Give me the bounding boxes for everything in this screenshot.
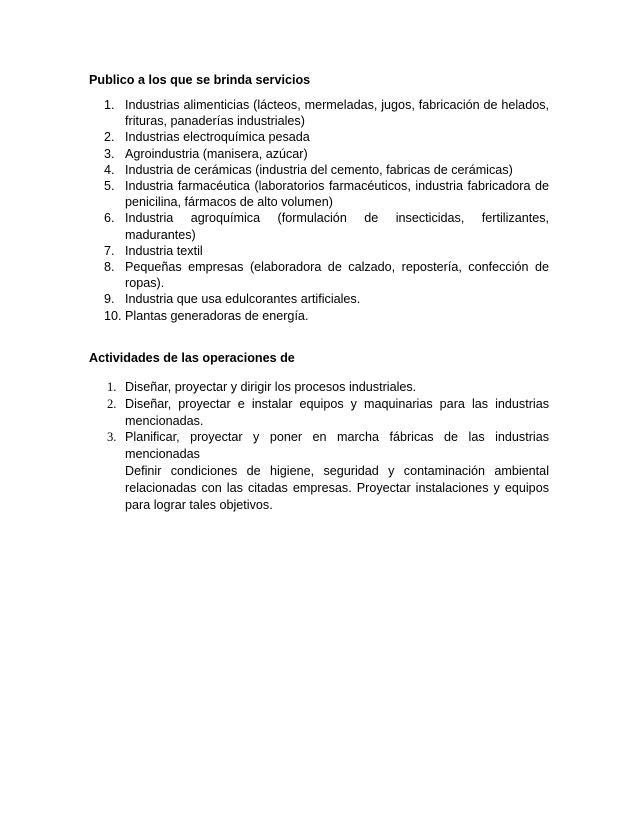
list-item-text: Industria agroquímica (formulación de insecticidas, fertilizantes, madurantes) [125,211,549,242]
list-item [0,291,638,307]
list-item-content [125,429,549,513]
list-item [0,308,638,324]
list-item [0,97,638,129]
list-item-text: Industria textil [125,243,203,258]
list-number: 10. [104,308,122,323]
list-number: 6. [104,211,115,226]
list-item [0,146,638,162]
list-number: 5. [104,179,115,194]
list-item-extra-paragraph: Definir condiciones de higiene, seguridad y contaminación ambiental relacionadas con las citadas empresas. Proyectar instalaciones y equipos para lograr tales objetivos. [125,463,549,512]
list-item-text: Industrias electroquímica pesada [125,130,310,145]
list-number: 1. [107,380,117,394]
list-item-text: Diseñar, proyectar y dirigir los procesos industriales. [125,380,417,394]
list-number: 2. [107,396,117,411]
list-item [0,259,638,291]
section-heading-servicios: Publico a los que se brinda servicios [89,73,311,87]
list-item [0,178,638,210]
list-item-text: Planificar, proyectar y poner en marcha fábricas de las industrias mencionadas [125,430,549,462]
list-item [0,162,638,178]
list-item-text: Industria de cerámicas (industria del cemento, fabricas de cerámicas) [125,162,513,177]
section-heading-actividades: Actividades de las operaciones de [89,351,295,365]
list-item [0,379,638,396]
list-item-text: Industria farmacéutica (laboratorios farmacéuticos, industria fabricadora de penicilina, fármacos de alto volumen) [125,179,549,210]
list-item-text: Diseñar, proyectar e instalar equipos y maquinarias para las industrias mencionadas. [125,396,549,428]
list-item [0,429,638,513]
list-item-text: Plantas generadoras de energía. [125,308,309,323]
list-number: 3. [104,146,115,161]
list-number: 7. [104,243,115,258]
list-item-text: Pequeñas empresas (elaboradora de calzado, repostería, confección de ropas). [125,260,549,291]
list-item [0,210,638,242]
services-list [0,97,638,324]
activities-list [0,379,638,513]
list-number: 2. [104,130,115,145]
list-item [0,396,638,430]
list-number: 4. [104,162,115,177]
list-number: 3. [107,430,117,445]
list-number: 1. [104,98,115,112]
list-item-text: Industria que usa edulcorantes artificiales. [125,292,361,307]
list-item-text: Agroindustria (manisera, azúcar) [125,146,308,161]
list-item-text: Industrias alimenticias (lácteos, mermeladas, jugos, fabricación de helados, frituras, panaderías industriales) [125,98,549,129]
list-item [0,129,638,145]
list-number: 8. [104,260,115,275]
list-item [0,243,638,259]
list-number: 9. [104,292,115,307]
